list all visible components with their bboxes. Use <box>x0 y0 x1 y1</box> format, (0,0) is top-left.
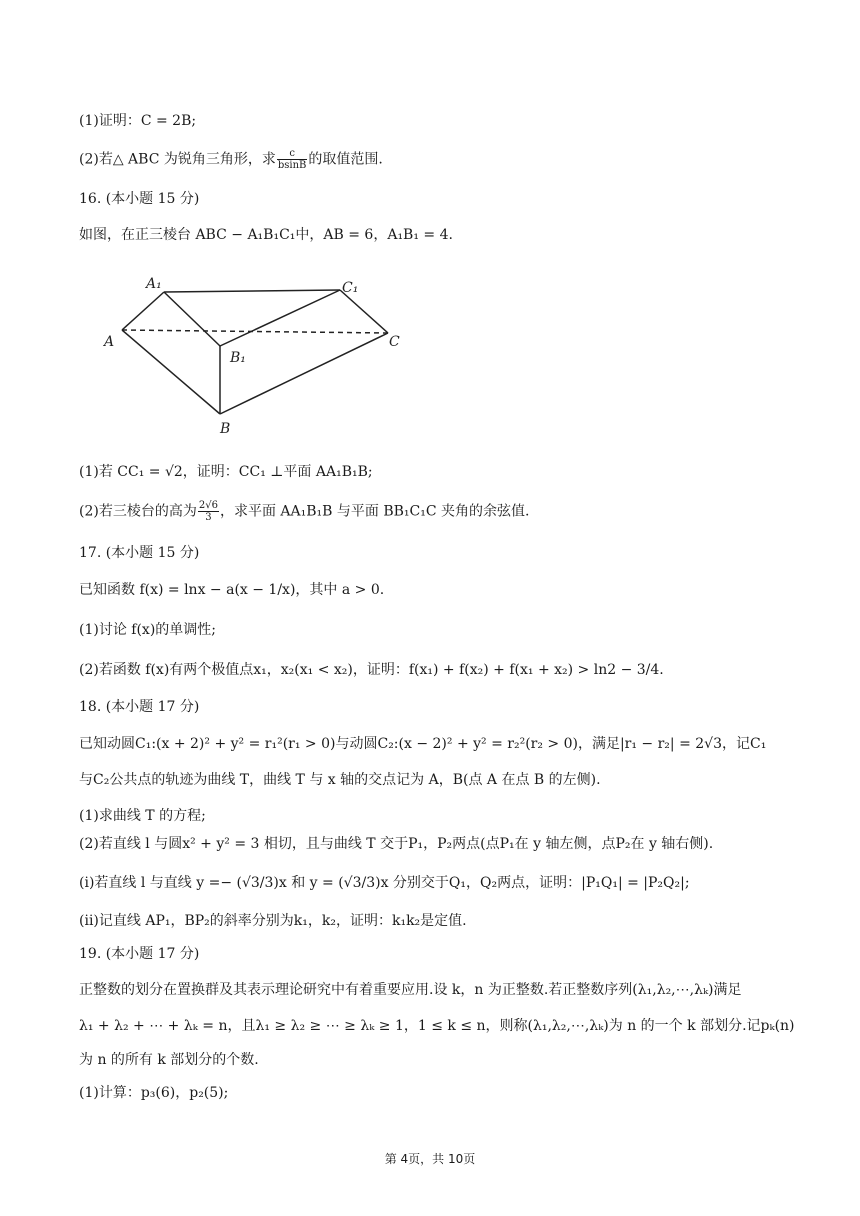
q16-frac-num: 2√6 <box>198 500 218 511</box>
q19-header: 19. (本小题 17 分) <box>79 946 200 962</box>
label-A: A <box>104 334 115 350</box>
q16-part1: (1)若 CC₁ = √2，证明：CC₁ ⊥平面 AA₁B₁B; <box>79 464 373 480</box>
q19-stem-line2: λ₁ + λ₂ + ⋯ + λₖ = n，且λ₁ ≥ λ₂ ≥ ⋯ ≥ λₖ ≥ 1，1 ≤ k ≤ n，则称(λ₁,λ₂,⋯,λₖ)为 n 的一个 k 部划分.记pₖ(n) <box>79 1018 795 1034</box>
edge-A1-B1 <box>164 292 220 346</box>
q19-part1: (1)计算：p₃(6)，p₂(5); <box>79 1085 229 1101</box>
edge-A1-A <box>122 292 164 330</box>
label-C: C <box>389 334 400 350</box>
label-B1: B₁ <box>230 350 246 366</box>
q15-part2 <box>79 148 383 171</box>
q17-part2: (2)若函数 f(x)有两个极值点x₁，x₂(x₁ < x₂)，证明：f(x₁) + f(x₂) + f(x₁ + x₂) > ln2 − 3/4. <box>79 662 664 678</box>
q18-header: 18. (本小题 17 分) <box>79 699 200 715</box>
q16-part2-post: ，求平面 AA₁B₁B 与平面 BB₁C₁C 夹角的余弦值. <box>219 503 530 520</box>
q17-stem: 已知函数 f(x) = lnx − a(x − 1/x)，其中 a > 0. <box>79 582 385 598</box>
q18-stem-line1: 已知动圆C₁:(x + 2)² + y² = r₁²(r₁ > 0)与动圆C₂:(x − 2)² + y² = r₂²(r₂ > 0)，满足|r₁ − r₂| = 2√3，记C₁ <box>79 736 767 752</box>
frustum-figure <box>100 268 420 438</box>
edge-C1-C <box>340 290 388 333</box>
edge-A-B <box>122 330 220 414</box>
q16-stem: 如图，在正三棱台 ABC − A₁B₁C₁中，AB = 6，A₁B₁ = 4. <box>79 227 453 243</box>
label-C1: C₁ <box>342 280 359 296</box>
q17-header: 17. (本小题 15 分) <box>79 545 200 561</box>
edge-C1-B1 <box>220 290 340 346</box>
q16-header: 16. (本小题 15 分) <box>79 191 200 207</box>
q18-part2: (2)若直线 l 与圆x² + y² = 3 相切，且与曲线 T 交于P₁，P₂两点(点P₁在 y 轴左侧，点P₂在 y 轴右侧). <box>79 836 714 852</box>
q15-fraction <box>277 148 308 171</box>
edge-A1-C1 <box>164 290 340 292</box>
q15-part2-pre: (2)若△ ABC 为锐角三角形，求 <box>79 151 276 168</box>
q18-stem-line2: 与C₂公共点的轨迹为曲线 T，曲线 T 与 x 轴的交点记为 A，B(点 A 在点 B 的左侧). <box>79 772 601 788</box>
q19-stem-line1: 正整数的划分在置换群及其表示理论研究中有着重要应用.设 k，n 为正整数.若正整数序列(λ₁,λ₂,⋯,λₖ)满足 <box>79 982 742 998</box>
q19-stem-line3: 为 n 的所有 k 部划分的个数. <box>79 1052 259 1068</box>
q18-part2i: (ⅰ)若直线 l 与直线 y =− (√3/3)x 和 y = (√3/3)x 分别交于Q₁，Q₂两点，证明：|P₁Q₁| = |P₂Q₂|; <box>79 875 690 891</box>
q15-frac-num: c <box>277 148 308 160</box>
q15-part1: (1)证明：C = 2B; <box>79 113 197 129</box>
q16-part2-pre: (2)若三棱台的高为 <box>79 503 197 520</box>
q16-fraction <box>198 500 219 523</box>
edge-B-C <box>220 333 388 414</box>
label-A1: A₁ <box>146 276 162 292</box>
q15-frac-den: bsinB <box>277 160 307 171</box>
q16-frac-den: 3 <box>205 512 212 523</box>
q18-part1: (1)求曲线 T 的方程; <box>79 808 206 824</box>
page-footer: 第 4页，共 10页 <box>384 1152 476 1166</box>
label-B: B <box>220 421 231 437</box>
q17-part1: (1)讨论 f(x)的单调性; <box>79 622 216 638</box>
q15-part2-post: 的取值范围. <box>308 151 383 168</box>
q16-part2 <box>79 500 529 523</box>
q18-part2ii: (ⅱ)记直线 AP₁，BP₂的斜率分别为k₁，k₂，证明：k₁k₂是定值. <box>79 913 467 929</box>
